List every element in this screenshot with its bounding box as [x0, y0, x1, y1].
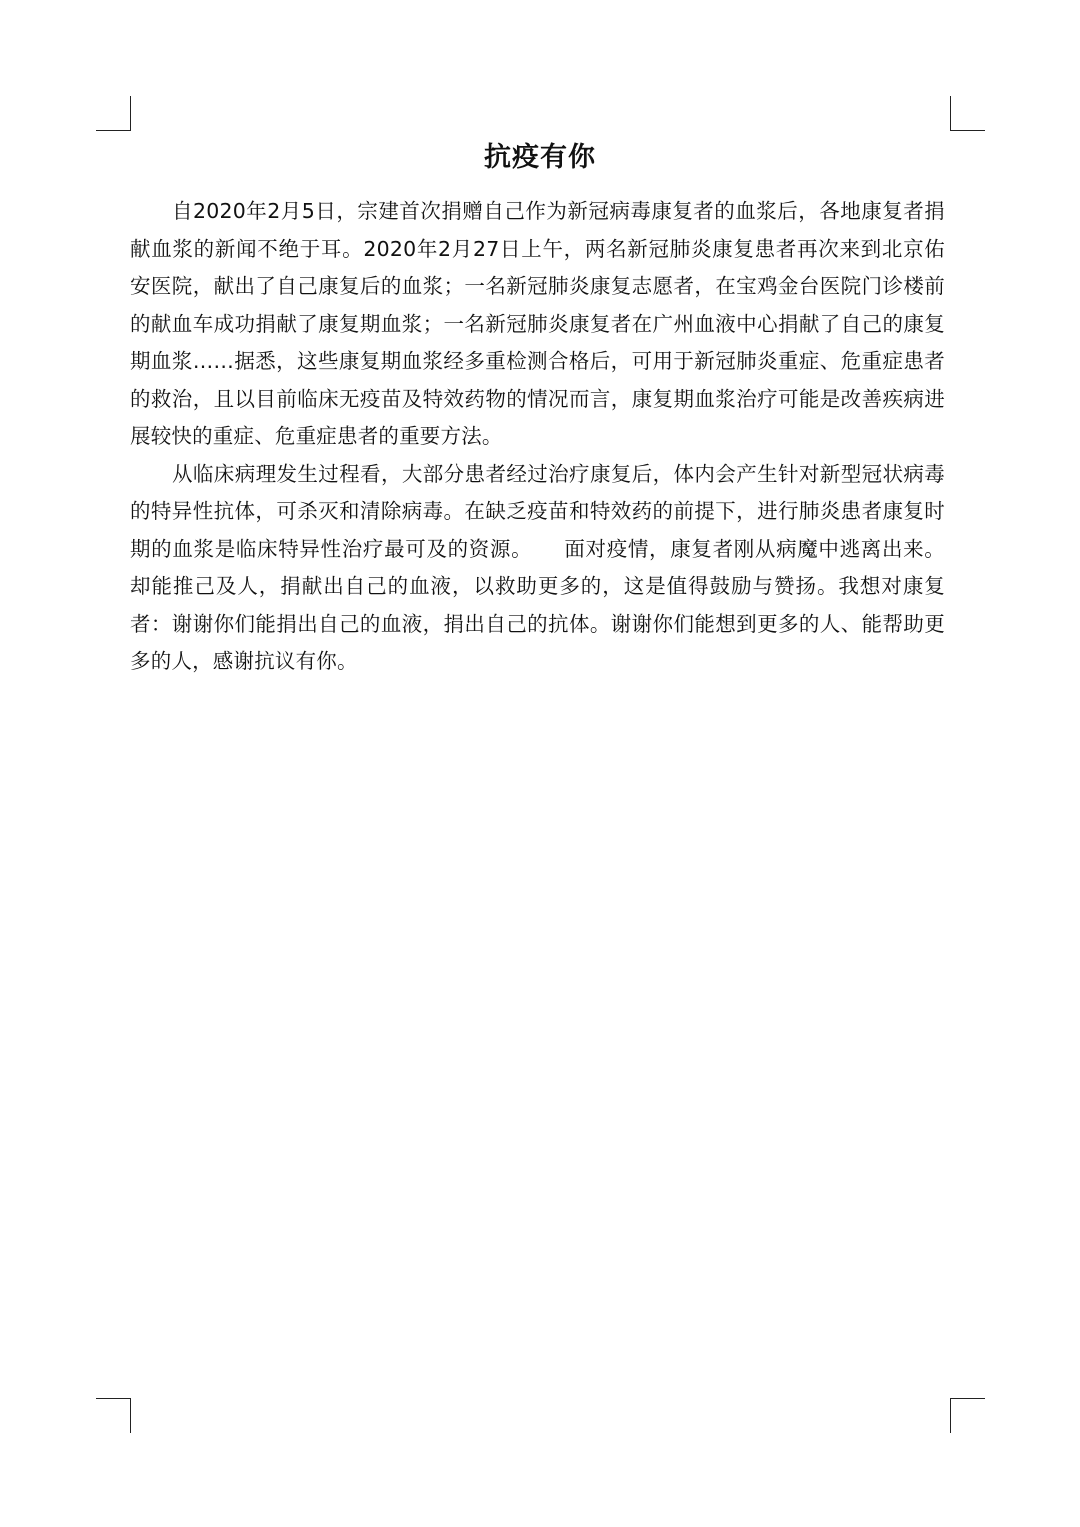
paragraph-1: 自2020年2月5日，宗建首次捐赠自己作为新冠病毒康复者的血浆后，各地康复者捐献血浆的新闻不绝于耳。2020年2月27日上午，两名新冠肺炎康复患者再次来到北京佑安医院，献出了自己康复后的血浆；一名新冠肺炎康复志愿者，在宝鸡金台医院门诊楼前的献血车成功捐献了康复期血浆；一名新冠肺炎康复者在广州血液中心捐献了自己的康复期血浆……据悉，这些康复期血浆经多重检测合格后，可用于新冠肺炎重症、危重症患者的救治，且以目前临床无疫苗及特效药物的情况而言，康复期血浆治疗可能是改善疾病进展较快的重症、危重症患者的重要方法。	[130, 199, 945, 448]
crop-mark-top-right	[950, 96, 985, 131]
crop-mark-top-left	[96, 96, 131, 131]
paragraph-2: 从临床病理发生过程看，大部分患者经过治疗康复后，体内会产生针对新型冠状病毒的特异性抗体，可杀灭和清除病毒。在缺乏疫苗和特效药的前提下，进行肺炎患者康复时期的血浆是临床特异性治疗最可及的资源。 面对疫情，康复者刚从病魔中逃离出来。却能推己及人，捐献出自己的血液，以救助更多的，这是值得鼓励与赞扬。我想对康复者：谢谢你们能捐出自己的血液，捐出自己的抗体。谢谢你们能想到更多的人、能帮助更多的人，感谢抗议有你。	[130, 461, 945, 673]
crop-mark-bottom-left	[96, 1398, 131, 1433]
document-body	[130, 193, 945, 681]
crop-mark-bottom-right	[950, 1398, 985, 1433]
document-title: 抗疫有你	[484, 142, 596, 173]
